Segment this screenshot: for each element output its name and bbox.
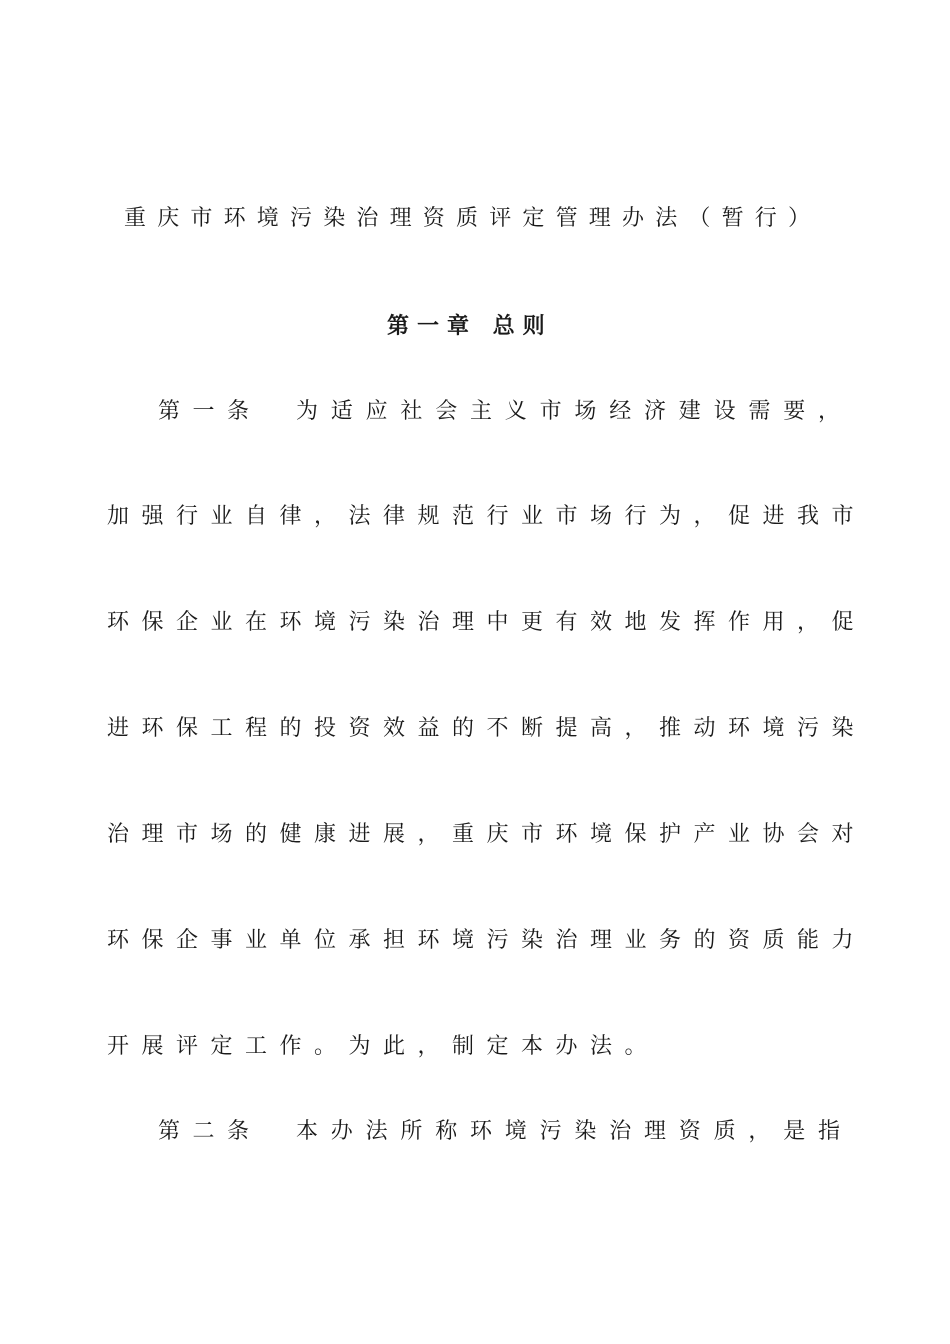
article-1-line-2: 加强行业自律，法律规范行业市场行为，促进我市 (107, 504, 867, 529)
article-1-line-5: 治理市场的健康进展，重庆市环境保护产业协会对 (107, 822, 867, 847)
article-1-line-7: 开展评定工作。为此，制定本办法。 (107, 1034, 660, 1059)
article-1-line-1: 为适应社会主义市场经济建设需要， (296, 399, 853, 424)
article-1-label: 第一条 (158, 399, 262, 424)
article-1-line-3: 环保企业在环境污染治理中更有效地发挥作用，促 (107, 610, 867, 635)
article-1-line-4: 进环保工程的投资效益的不断提高，推动环境污染 (107, 716, 867, 741)
document-title: 重庆市环境污染治理资质评定管理办法（暂行） (124, 206, 822, 231)
article-1-line-6: 环保企事业单位承担环境污染治理业务的资质能力 (107, 928, 867, 953)
article-2-label: 第二条 (158, 1119, 262, 1144)
article-2-line-1: 本办法所称环境污染治理资质，是指 (296, 1119, 853, 1144)
chapter-heading: 第一章 总则 (387, 314, 553, 339)
